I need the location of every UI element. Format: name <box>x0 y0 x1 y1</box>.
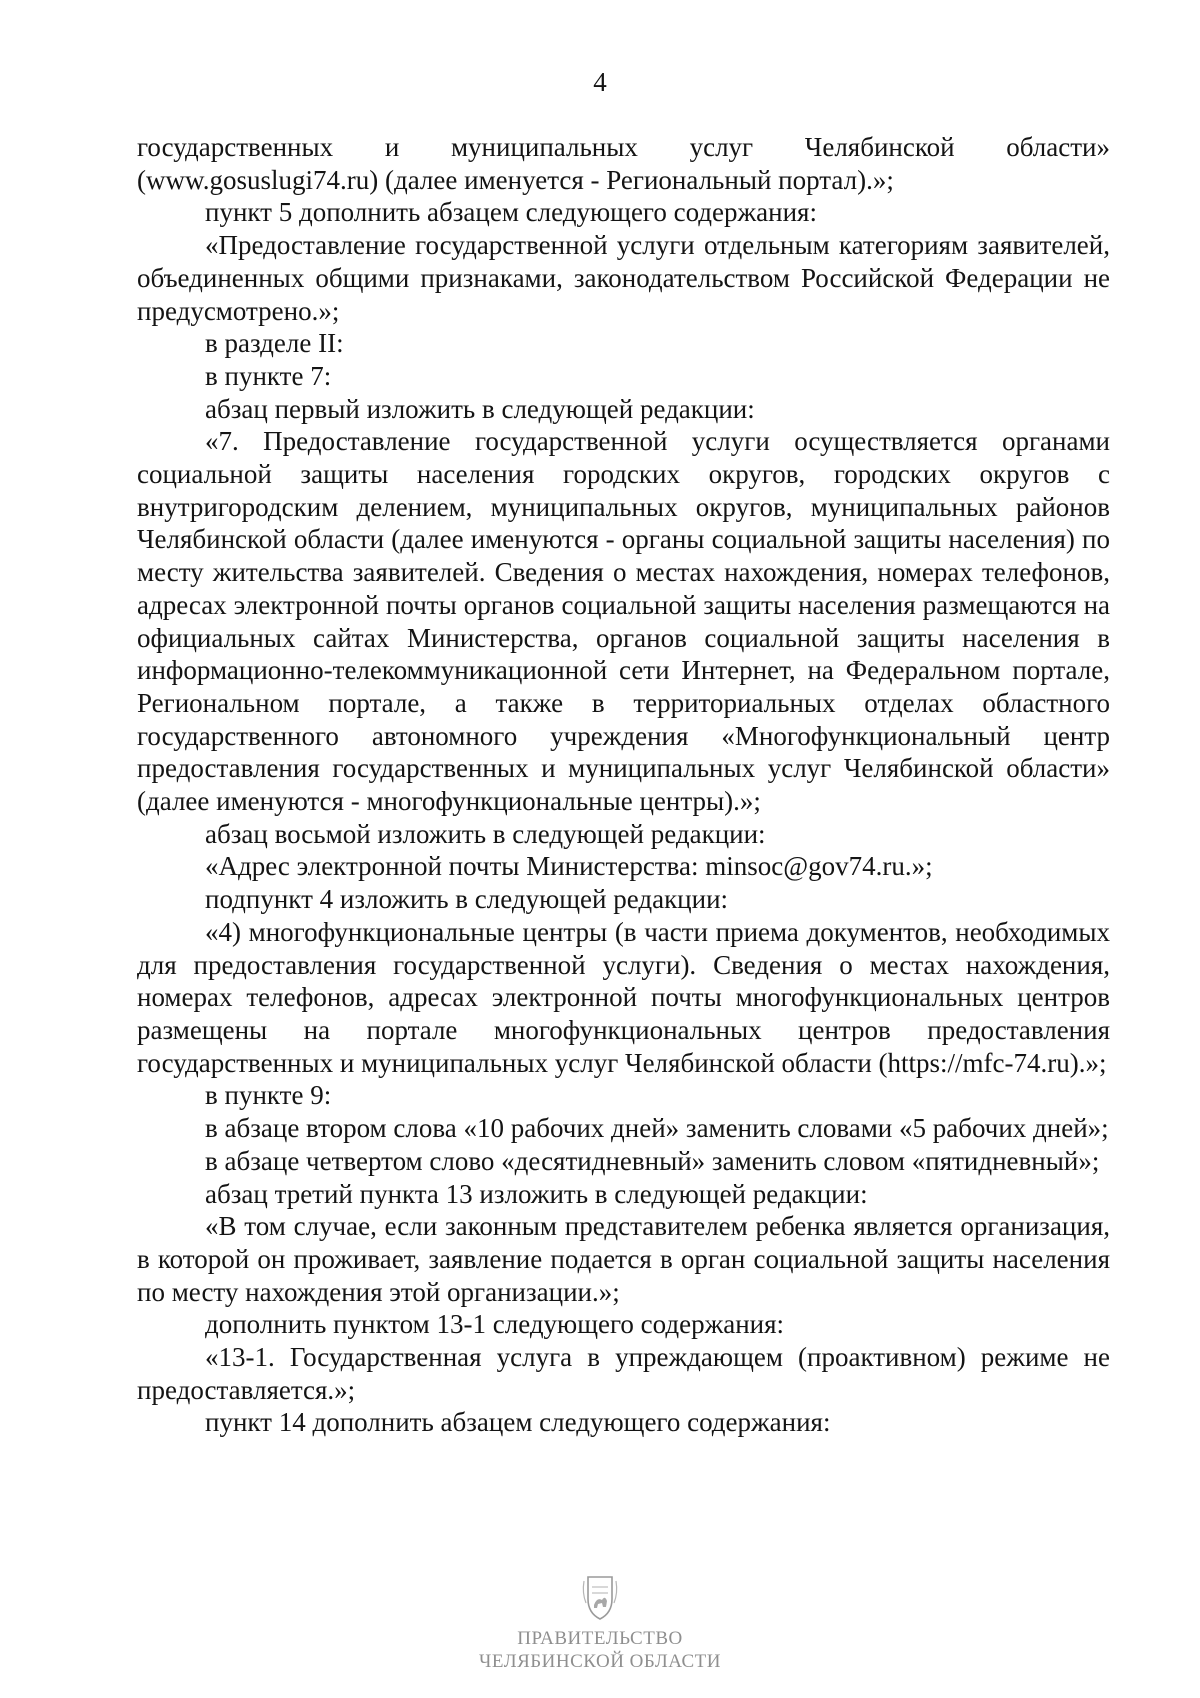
paragraph-11: «4) многофункциональные центры (в части приема документов, необходимых для предоставления государственной услуги). Сведения о местах нахождения, номерах телефонов, адресах электронной почты многофункциональных центров размещены на портале многофункциональных центров предоставления государственных и муниципальных услуг Челябинской области (https://mfc-74.ru).»; <box>137 916 1110 1078</box>
paragraph-3: «Предоставление государственной услуги отдельным категориям заявителей, объединенных общими признаками, законодательством Российской Федерации не предусмотрено.»; <box>137 230 1110 326</box>
paragraph-18: «13-1. Государственная услуга в упреждающем (проактивном) режиме не предоставляется.»; <box>137 1342 1110 1405</box>
footer-government-label: ПРАВИТЕЛЬСТВО <box>517 1628 683 1649</box>
paragraph-5: в пункте 7: <box>205 360 332 391</box>
paragraph-14: в абзаце четвертом слово «десятидневный» заменить словом «пятидневный»; <box>205 1145 1100 1176</box>
paragraph-19: пункт 14 дополнить абзацем следующего содержания: <box>205 1407 831 1438</box>
paragraph-13: в абзаце втором слова «10 рабочих дней» заменить словами «5 рабочих дней»; <box>205 1113 1109 1144</box>
page-number: 4 <box>593 67 607 97</box>
footer-region-label: ЧЕЛЯБИНСКОЙ ОБЛАСТИ <box>479 1651 721 1672</box>
paragraph-15: абзац третий пункта 13 изложить в следующей редакции: <box>205 1178 868 1209</box>
paragraph-2: пункт 5 дополнить абзацем следующего содержания: <box>205 197 817 228</box>
paragraph-17: дополнить пунктом 13-1 следующего содержания: <box>205 1309 785 1340</box>
paragraph-4: в разделе II: <box>205 328 344 359</box>
paragraph-8: абзац восьмой изложить в следующей редакции: <box>205 818 766 849</box>
document-body <box>137 131 1110 1439</box>
paragraph-6: абзац первый изложить в следующей редакции: <box>205 393 755 424</box>
paragraph-12: в пункте 9: <box>205 1080 332 1111</box>
paragraph-16: «В том случае, если законным представителем ребенка является организация, в которой он проживает, заявление подается в орган социальной защиты населения по месту нахождения этой организации.»; <box>137 1211 1110 1307</box>
paragraph-10: подпункт 4 изложить в следующей редакции: <box>205 884 729 915</box>
paragraph-7: «7. Предоставление государственной услуги осуществляется органами социальной защиты населения городских округов, городских округов с внутригородским делением, муниципальных округов, муниципальных районов Челябинской области (далее именуются - органы социальной защиты населения) по месту жительства заявителей. Сведения о местах нахождения, номерах телефонов, адресах электронной почты органов социальной защиты населения размещаются на официальных сайтах Министерства, органов социальной защиты населения в информационно-телекоммуникационной сети Интернет, на Федеральном портале, Региональном портале, а также в территориальных отделах областного государственного автономного учреждения «Многофункциональный центр предоставления государственных и муниципальных услуг Челябинской области» (далее именуются - многофункциональные центры).»; <box>137 426 1110 817</box>
coat-of-arms-icon <box>580 1573 620 1623</box>
government-watermark <box>0 1573 1200 1673</box>
paragraph-1: государственных и муниципальных услуг Челябинской области» (www.gosuslugi74.ru) (далее именуется - Региональный портал).»; <box>137 132 1110 195</box>
paragraph-9: «Адрес электронной почты Министерства: minsoc@gov74.ru.»; <box>205 851 933 882</box>
